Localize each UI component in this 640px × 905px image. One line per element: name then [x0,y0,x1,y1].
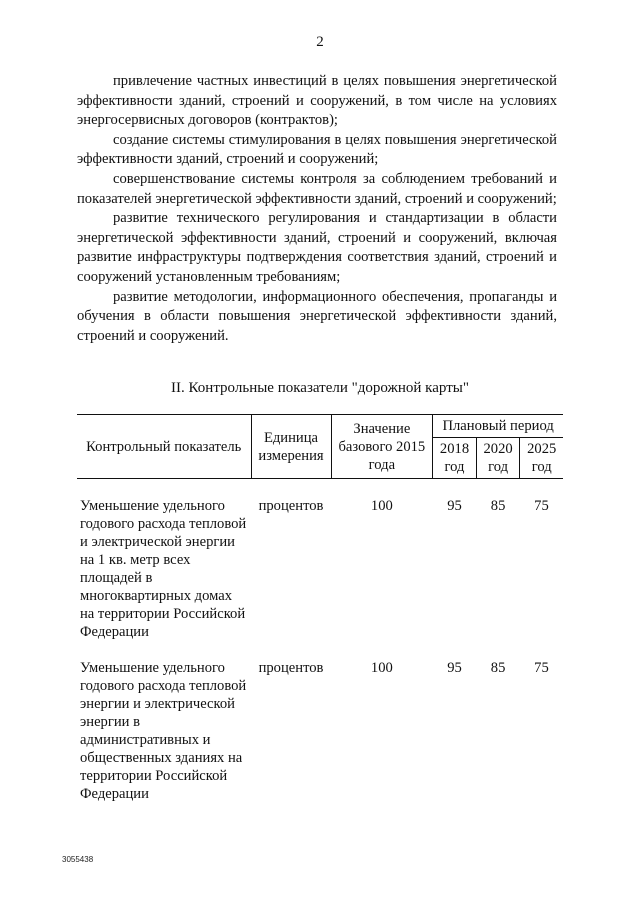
row-unit: процентов [258,498,324,514]
header-base-value: Значение базового 2015 года [331,415,433,479]
document-code: 3055438 [62,855,94,864]
header-year-2025: 2025 год [520,438,563,479]
row-indicator: Уменьшение удельного годового расхода тепловой энергии и электрической энергии в административных и общественных зданиях на территории Российской Федерации [80,660,247,802]
paragraph-methodology: развитие методологии, информационного обеспечения, пропаганды и обучения в области повышения энергетической эффективности зданий, строений и сооружений. [77,288,557,344]
spacer-cell [77,479,563,498]
header-indicator: Контрольный показатель [77,415,251,479]
row-unit: процентов [258,660,324,676]
row-value-2018: 95 [447,660,462,676]
header-unit: Единица измерения [251,415,331,479]
header-year-2018: 2018 год [433,438,477,479]
spacer-cell [77,641,563,659]
row-value-2025: 75 [534,660,549,676]
table-spacer [77,641,563,659]
table-spacer [77,479,563,498]
row-base-value: 100 [370,660,393,676]
paragraph-control-system: совершенствование системы контроля за соблюдением требований и показателей энергетической эффективности зданий, строений и сооружений; [77,170,557,207]
row-value-2025: 75 [534,498,549,514]
row-value-2020: 85 [490,660,506,676]
table-row [77,497,563,641]
section-heading: II. Контрольные показатели "дорожной карты" [171,380,469,396]
row-base-value: 100 [370,498,393,514]
header-plan-period: Плановый период [433,415,563,438]
body-text [77,72,557,346]
header-year-2020: 2020 год [476,438,520,479]
row-value-2020: 85 [490,498,506,514]
page-number: 2 [316,34,324,50]
paragraph-technical-regulation: развитие технического регулирования и стандартизации в области энергетической эффективности зданий, строений и сооружений, включая развитие инфраструктуры подтверждения соответствия зданий, строений и сооружений установленным требованиям; [77,210,557,285]
paragraph-private-investment: привлечение частных инвестиций в целях повышения энергетической эффективности зданий, строений и сооружений, в том числе на условиях энергосервисных договоров (контрактов); [77,73,557,129]
row-value-2018: 95 [447,498,462,514]
indicators-table [77,414,563,803]
row-indicator: Уменьшение удельного годового расхода тепловой и электрической энергии на 1 кв. метр всех площадей в многоквартирных домах на территории Российской Федерации [80,498,247,640]
table-header-row [77,415,563,438]
table-row [77,659,563,803]
paragraph-incentive-system: создание системы стимулирования в целях повышения энергетической эффективности зданий, строений и сооружений; [77,131,557,168]
